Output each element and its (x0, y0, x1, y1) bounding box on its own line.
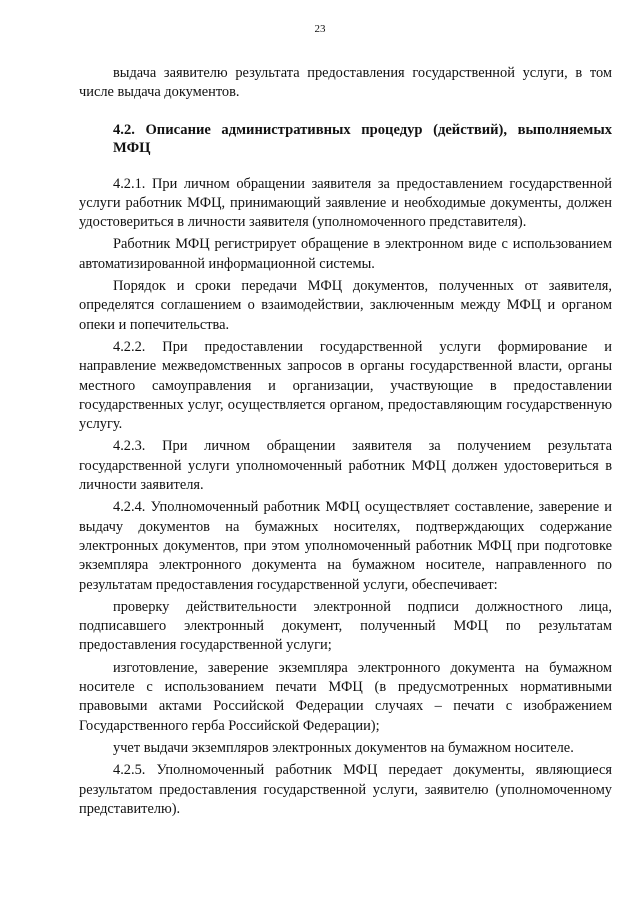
paragraph-4-2-2: 4.2.2. При предоставлении государственной услуги формирование и направление межведомственных запросов в органы государственной власти, органы местного самоуправления и организации, участвующие в предоставлении государственных услуг, осуществляется органом, предоставляющим государственную услугу. (79, 338, 612, 433)
paragraph-accounting: учет выдачи экземпляров электронных документов на бумажном носителе. (113, 739, 574, 756)
paragraph-4-2-1: 4.2.1. При личном обращении заявителя за предоставлением государственной услуги работник МФЦ, принимающий заявление и необходимые документы, должен удостовериться в личности заявителя (уполномоченного представителя). (79, 175, 612, 231)
paragraph-intro: выдача заявителю результата предоставления государственной услуги, в том числе выдача документов. (79, 65, 612, 101)
page-number: 23 (314, 23, 326, 35)
section-heading-text: Описание административных процедур (действий), выполняемых МФЦ (113, 121, 613, 156)
paragraph-4-2-3: 4.2.3. При личном обращении заявителя за получением результата государственной услуги уполномоченный работник МФЦ должен удостовериться в личности заявителя. (79, 438, 612, 494)
paragraph-signature-check: проверку действительности электронной подписи должностного лица, подписавшего электронный документ, полученный МФЦ по результатам предоставления государственной услуги; (79, 598, 612, 654)
paragraph-certification: изготовление, заверение экземпляра электронного документа на бумажном носителе с использованием печати МФЦ (в предусмотренных нормативными правовыми актами Российской Федерации случаях – печати с изображением Государственного герба Российской Федерации); (79, 659, 612, 734)
paragraph-registration: Работник МФЦ регистрирует обращение в электронном виде с использованием автоматизированной информационной системы. (79, 236, 612, 272)
section-heading-number: 4.2. (113, 121, 135, 138)
paragraph-4-2-5: 4.2.5. Уполномоченный работник МФЦ передает документы, являющиеся результатом предоставления государственной услуги, заявителю (уполномоченному представителю). (79, 762, 612, 817)
paragraph-transfer-order: Порядок и сроки передачи МФЦ документов, полученных от заявителя, определятся соглашением о взаимодействии, заключенным между МФЦ и органом опеки и попечительства. (79, 278, 612, 333)
document-body (79, 64, 612, 822)
section-heading (79, 121, 612, 157)
paragraph-4-2-4: 4.2.4. Уполномоченный работник МФЦ осуществляет составление, заверение и выдачу документов на бумажных носителях, подтверждающих содержание электронных документов, при этом уполномоченный работник МФЦ при подготовке экземпляра электронного документа на бумажном носителе, направленного по результатам предоставления государственной услуги, обеспечивает: (79, 499, 612, 593)
